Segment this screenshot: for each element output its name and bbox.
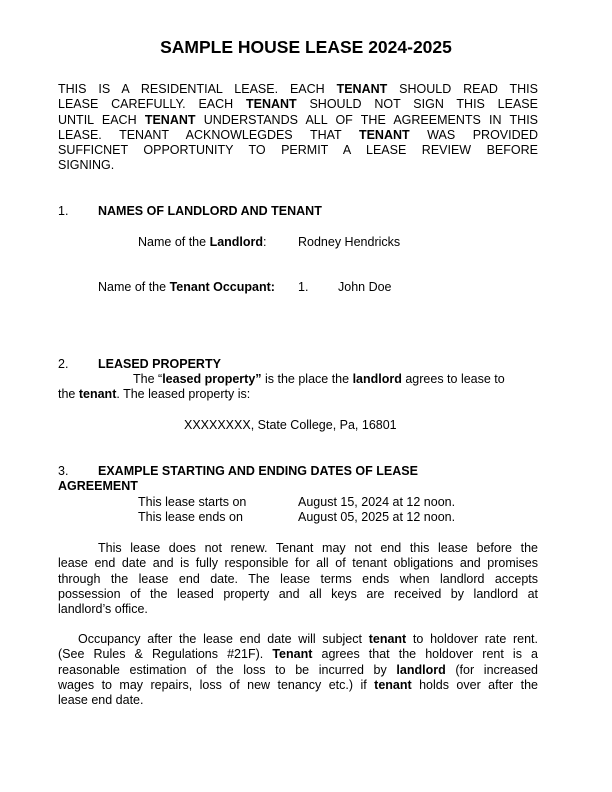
holdover-line-5: lease end date. [58,693,144,708]
section-2-heading: LEASED PROPERTY [98,357,221,371]
renewal-line-2: lease end date and is fully responsible for all of tenant obligations and promises [58,556,538,571]
section-1-heading: NAMES OF LANDLORD AND TENANT [98,204,322,218]
section-2-number: 2. [58,357,69,371]
property-address: XXXXXXXX, State College, Pa, 16801 [184,418,397,432]
tenant-name: John Doe [338,280,392,294]
section-3-number: 3. [58,464,69,478]
intro-line-6: SIGNING. [58,158,115,173]
leased-property-line-1: The “leased property” is the place the landlord agrees to lease to [133,372,505,386]
holdover-line-4: wages to may repairs, loss of new tenancy etc.) if tenant holds over after the [58,677,538,692]
section-3-heading-line-1: EXAMPLE STARTING AND ENDING DATES OF LEASE [98,464,418,478]
renewal-line-3: through the lease end date. The lease terms ends when landlord accepts [58,571,538,586]
holdover-line-1: Occupancy after the lease end date will subject tenant to holdover rate rent. [78,632,538,646]
renewal-paragraph [58,541,538,617]
leased-property-line-2: the tenant. The leased property is: [58,387,251,401]
start-date-label: This lease starts on [138,495,247,509]
renewal-line-5: landlord’s office. [58,602,148,617]
section-1-number: 1. [58,204,69,218]
intro-line-2: LEASE CAREFULLY. EACH TENANT SHOULD NOT SIGN THIS LEASE [58,97,538,112]
landlord-label: Name of the Landlord: [138,235,267,249]
tenant-number: 1. [298,280,309,294]
intro-line-3: UNTIL EACH TENANT UNDERSTANDS ALL OF THE AGREEMENTS IN THIS [58,112,539,127]
renewal-line-4: possession of the leased property and all keys are received by landlord at [58,586,538,601]
holdover-line-3: reasonable estimation of the loss to be incurred by landlord (for increased [58,662,538,677]
landlord-name: Rodney Hendricks [298,235,401,249]
intro-line-4: LEASE. TENANT ACKNOWLEGDES THAT TENANT WAS PROVIDED [58,127,538,142]
tenant-label: Name of the Tenant Occupant: [98,280,275,294]
intro-line-5: SUFFICNET OPPORTUNITY TO PERMIT A LEASE REVIEW BEFORE [58,143,538,158]
renewal-line-1: This lease does not renew. Tenant may not end this lease before the [98,541,538,555]
document-title: SAMPLE HOUSE LEASE 2024-2025 [160,37,452,57]
holdover-line-2: (See Rules & Regulations #21F). Tenant agrees that the holdover rent is a [58,647,538,662]
intro-paragraph [58,82,538,174]
section-3-heading-line-2: AGREEMENT [58,479,138,493]
start-date-value: August 15, 2024 at 12 noon. [298,495,456,509]
end-date-value: August 05, 2025 at 12 noon. [298,510,456,524]
holdover-paragraph [58,632,538,708]
end-date-label: This lease ends on [138,510,243,524]
intro-line-1: THIS IS A RESIDENTIAL LEASE. EACH TENANT SHOULD READ THIS [58,82,538,96]
